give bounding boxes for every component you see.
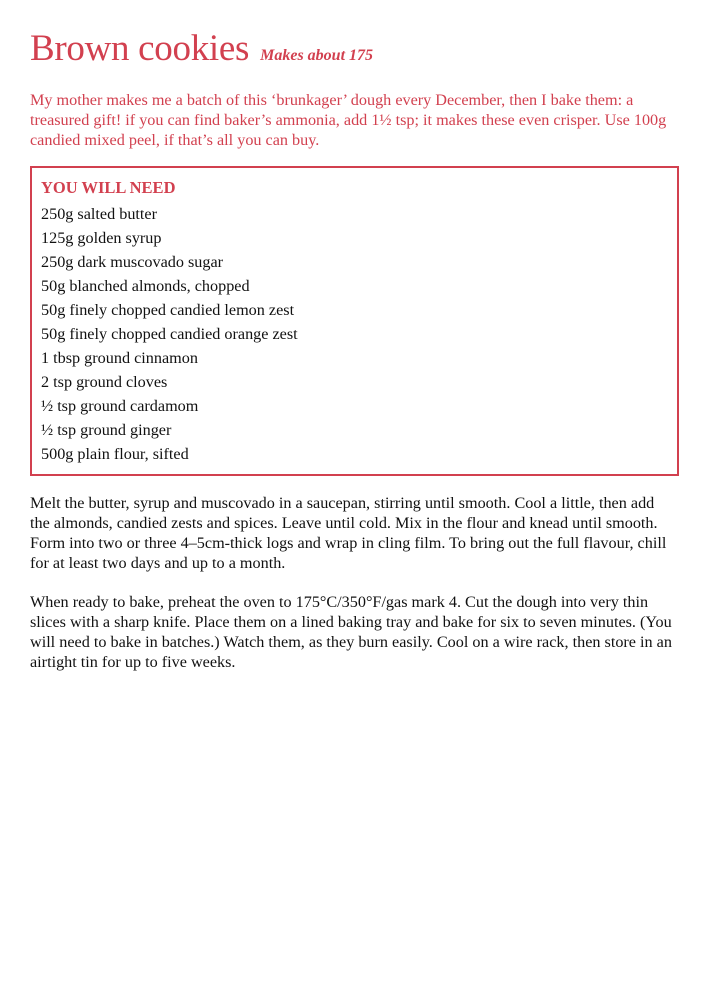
ingredient-item: 50g finely chopped candied lemon zest xyxy=(41,301,295,320)
ingredient-item: ½ tsp ground ginger xyxy=(41,421,172,440)
method-paragraph: When ready to bake, preheat the oven to 175°C/350°F/gas mark 4. Cut the dough into very thin slices with a sharp knife. Place them on a lined baking tray and bake for six to seven minutes. (You will need to bake in batches.) Watch them, as they burn easily. Cool on a wire rack, then store in an airtight tin for up to five weeks. xyxy=(30,593,672,672)
ingredients-list xyxy=(41,202,668,466)
recipe-title: Brown cookies xyxy=(30,28,250,69)
ingredient-item: 1 tbsp ground cinnamon xyxy=(41,349,198,368)
ingredient-item: 500g plain flour, sifted xyxy=(41,445,189,464)
ingredient-item: 50g blanched almonds, chopped xyxy=(41,277,250,296)
ingredient-item: 125g golden syrup xyxy=(41,229,162,248)
ingredient-item: 2 tsp ground cloves xyxy=(41,373,168,392)
ingredient-item: 50g finely chopped candied orange zest xyxy=(41,325,298,344)
ingredients-box xyxy=(30,166,679,476)
method-paragraph: Melt the butter, syrup and muscovado in a saucepan, stirring until smooth. Cool a little, then add the almonds, candied zests and spices. Leave until cold. Mix in the flour and knead until smooth. Form into two or three 4–5cm-thick logs and wrap in cling film. To bring out the full flavour, chill for at least two days and up to a month. xyxy=(30,494,667,573)
ingredient-item: 250g salted butter xyxy=(41,205,157,224)
recipe-intro: My mother makes me a batch of this ‘brunkager’ dough every December, then I bake them: a treasured gift! if you can find baker’s ammonia, add 1½ tsp; it makes these even crisper. Use 100g candied mixed peel, if that’s all you can buy. xyxy=(30,91,667,149)
ingredients-heading: YOU WILL NEED xyxy=(41,178,176,198)
recipe-header xyxy=(30,30,677,67)
ingredient-item: 250g dark muscovado sugar xyxy=(41,253,224,272)
method-section xyxy=(30,493,677,672)
recipe-yield: Makes about 175 xyxy=(260,47,374,64)
ingredient-item: ½ tsp ground cardamom xyxy=(41,397,199,416)
recipe-page xyxy=(30,30,677,691)
